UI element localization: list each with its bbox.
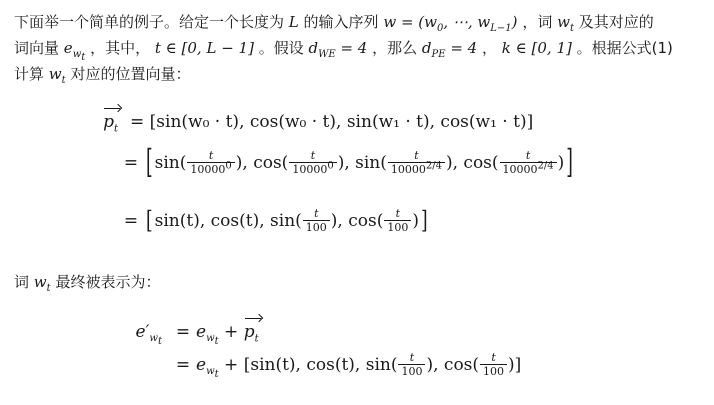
math-t-range: t ∈ [0, L − 1]: [154, 39, 254, 57]
equation1-row2: [118, 144, 575, 182]
equation2-row1: [118, 322, 259, 348]
bracket-open: [: [146, 206, 153, 236]
bracket-close: ]: [566, 144, 573, 182]
e-wt: $e_{w_t}$: [196, 322, 219, 348]
fraction: $\frac{t}{10000^0}$: [187, 150, 234, 176]
math-wt: $w_t$: [48, 65, 66, 86]
intro-text: 的输入序列: [303, 13, 379, 31]
fraction: $\frac{t}{100}$: [384, 208, 411, 234]
math-wt: $w_t$: [33, 273, 51, 294]
equation-text: + [sin(t), cos(t), sin(: [218, 355, 398, 375]
equation-text: ): [557, 153, 565, 173]
equation-text: sin(t), cos(t), sin(: [154, 211, 302, 231]
fraction: $\frac{t}{10000^0}$: [289, 150, 336, 176]
equation-text: sin(: [154, 153, 187, 173]
vector-p-t: $p_t$: [103, 112, 118, 135]
equals-sign: =: [175, 355, 191, 375]
equation-text: ), cos(: [330, 211, 384, 231]
bracket-close: ]: [420, 206, 428, 236]
math-ewt: $e_{w_t}$: [63, 39, 86, 63]
intro-text: ，其中，: [90, 39, 151, 57]
math-L: L: [288, 13, 299, 31]
math-dpe: $d_{PE} = 4$: [421, 39, 478, 60]
equation1-row1: [78, 112, 534, 135]
intro-text: ，那么: [372, 39, 418, 57]
intro-text: 。根据公式(1): [576, 39, 673, 57]
math-sequence: $w = (w_0$, ⋯, $w_{L-1}$): [383, 13, 518, 34]
intro-text: 对应的位置向量：: [70, 65, 191, 83]
intro-text: ，: [482, 39, 498, 57]
fraction: $\frac{t}{100}$: [303, 208, 330, 234]
math-dwe: $d_{WE} = 4$: [308, 39, 368, 60]
equation-text: ): [412, 211, 419, 231]
equation-text: ), cos(: [426, 355, 480, 375]
summary-text: 最终被表示为：: [55, 273, 161, 291]
intro-text: 下面举一个简单的例子。给定一个长度为: [14, 13, 285, 31]
vector-p-t: $p_t$: [243, 322, 259, 345]
equals-sign: =: [123, 211, 139, 231]
fraction: $\frac{t}{10000^{2/4}}$: [500, 150, 557, 176]
fraction: $\frac{t}{100}$: [398, 352, 425, 378]
equation-text: )]: [508, 355, 522, 375]
e-prime-wt: $e'_{w_t}$: [135, 322, 162, 348]
intro-text: 计算: [14, 65, 45, 83]
equals-sign: =: [175, 322, 191, 343]
e-wt: $e_{w_t}$: [196, 354, 219, 381]
equation-text: ), sin(: [337, 153, 387, 173]
intro-line-3: [14, 64, 190, 84]
math-wt: $w_t$: [557, 13, 574, 34]
equation-text: ), cos(: [235, 153, 289, 173]
intro-line-1: [14, 12, 654, 32]
math-k-range: k ∈ [0, 1]: [501, 39, 572, 57]
summary-line: [14, 272, 160, 292]
intro-text: 词向量: [14, 39, 60, 57]
equation2-row2: [170, 351, 522, 381]
intro-text: 及其对应的: [578, 13, 654, 31]
plus-sign: +: [218, 322, 244, 343]
equation1-row3: [118, 208, 430, 234]
equals-sign: =: [123, 153, 139, 173]
fraction: $\frac{t}{10000^{2/4}}$: [388, 150, 445, 176]
equation-text: = [sin(w₀ · t), cos(w₀ · t), sin(w₁ · t), cos(w₁ · t)]: [130, 112, 534, 132]
intro-text: 。假设: [258, 39, 304, 57]
fraction: $\frac{t}{100}$: [480, 352, 507, 378]
summary-text: 词: [14, 273, 30, 291]
bracket-open: [: [146, 144, 153, 182]
equation-text: ), cos(: [445, 153, 499, 173]
intro-text: ，词: [522, 13, 553, 31]
intro-line-2: [14, 38, 673, 63]
